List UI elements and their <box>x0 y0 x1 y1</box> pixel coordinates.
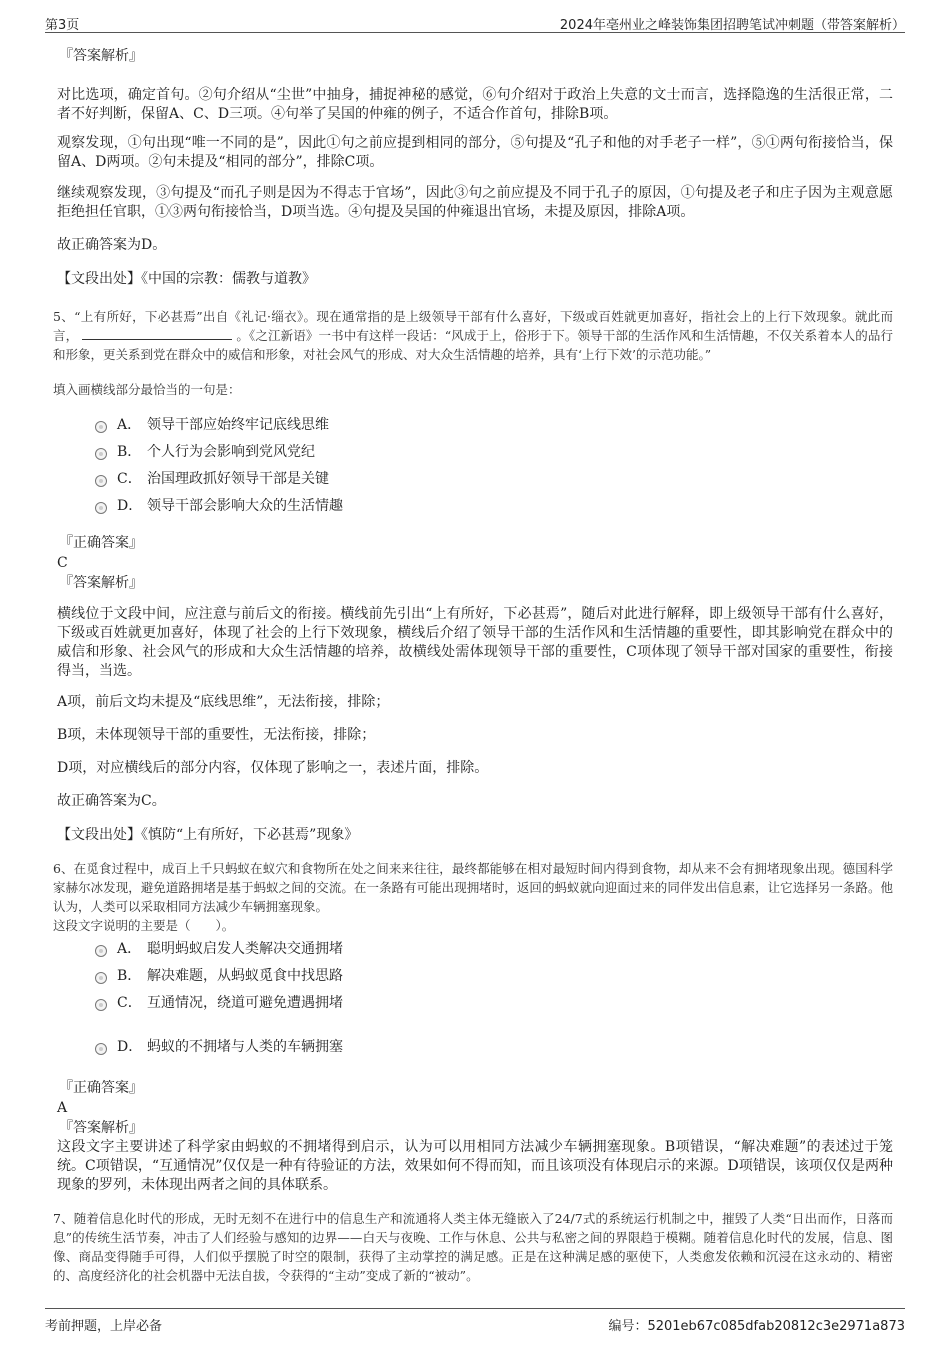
radio-button-icon[interactable] <box>95 1043 107 1055</box>
radio-button-icon[interactable] <box>95 999 107 1011</box>
option-b[interactable]: B． 个人行为会影响到党风党纪 <box>95 442 893 469</box>
radio-button-icon[interactable] <box>95 502 107 514</box>
question-prompt-5: 填入画横线部分最恰当的一句是： <box>53 382 241 397</box>
option-a[interactable]: A． 领导干部应始终牢记底线思维 <box>95 415 893 442</box>
analysis-paragraph: 观察发现，①句出现“唯一不同的是”，因此①句之前应提到相同的部分，⑤句提及“孔子和他的对手老子一样”，⑤①两句衔接恰当，保留A、D两项。②句未提及“相同的部分”，排除C项。 <box>57 135 893 170</box>
option-c[interactable]: C． 治国理政抓好领导干部是关键 <box>95 469 893 496</box>
source-note: 【文段出处】《慎防“上有所好，下必甚焉”现象》 <box>57 827 359 843</box>
option-d[interactable]: D． 领导干部会影响大众的生活情趣 <box>95 496 893 523</box>
options-5 <box>95 415 893 523</box>
radio-button-icon[interactable] <box>95 448 107 460</box>
question-prompt-6: 这段文字说明的主要是（ ）。 <box>53 918 235 933</box>
correct-answer: C <box>57 555 68 571</box>
document-title: 2024年亳州业之峰装饰集团招聘笔试冲刺题（带答案解析） <box>559 18 905 33</box>
document-code: 编号：5201eb67c085dfab20812c3e2971a873 <box>608 1319 905 1334</box>
document-body <box>53 40 893 1285</box>
page-number: 第3页 <box>45 18 80 33</box>
analysis-paragraph: 横线位于文段中间，应注意与前后文的衔接。横线前先引出“上有所好，下必甚焉”，随后对此进行解释，即上级领导干部有什么喜好，下级或百姓就更加喜好，体现了社会的上行下效现象，横线后介绍了领导干部的生活作风和生活情趣的重要性，即其影响党在群众中的威信和形象、社会风气的形成和大众生活情趣的培养，故横线处需体现领导干部的重要性，C项体现了领导干部对国家的重要性，衔接得当，当选。 <box>57 606 893 679</box>
radio-button-icon[interactable] <box>95 421 107 433</box>
option-d[interactable]: D． 蚂蚁的不拥堵与人类的车辆拥塞 <box>95 1037 893 1064</box>
radio-button-icon[interactable] <box>95 945 107 957</box>
analysis-paragraph: D项，对应横线后的部分内容，仅体现了影响之一，表述片面，排除。 <box>57 760 489 776</box>
fill-blank <box>82 327 232 340</box>
analysis-paragraph: B项，未体现领导干部的重要性，无法衔接，排除； <box>57 727 376 743</box>
question-stem-5: 5、“上有所好，下必甚焉”出自《礼记·缁衣》。现在通常指的是上级领导干部有什么喜好，下级或百姓就更加喜好，指社会上的上行下效现象。就此而言， 。《之江新语》一书中有这样一段话：“风成于上，俗形于下。领导干部的生活作风和生活情趣，不仅关系着本人的品行和形象，更关系到党在群众中的威信和形象，对社会风气的形成、对大众生活情趣的培养，具有‘上行下效’的示范功能。” <box>53 309 893 362</box>
analysis-conclusion: 故正确答案为C。 <box>57 793 166 809</box>
analysis-tag: 『答案解析』 <box>59 1120 143 1136</box>
analysis-paragraph: A项，前后文均未提及“底线思维”，无法衔接，排除； <box>57 694 390 710</box>
option-b[interactable]: B． 解决难题，从蚂蚁觅食中找思路 <box>95 966 893 993</box>
radio-button-icon[interactable] <box>95 972 107 984</box>
analysis-paragraph: 这段文字主要讲述了科学家由蚂蚁的不拥堵得到启示，认为可以用相同方法减少车辆拥塞现象。B项错误，“解决难题”的表述过于笼统。C项错误，“互通情况”仅仅是一种有待验证的方法，效果如何不得而知，而且该项没有体现启示的来源。D项错误，该项仅仅是两种现象的罗列，未体现出两者之间的具体联系。 <box>57 1139 893 1193</box>
analysis-conclusion: 故正确答案为D。 <box>57 237 167 253</box>
correct-answer: A <box>57 1100 68 1116</box>
option-a[interactable]: A． 聪明蚂蚁启发人类解决交通拥堵 <box>95 939 893 966</box>
option-c[interactable]: C． 互通情况，绕道可避免遭遇拥堵 <box>95 993 893 1037</box>
analysis-tag: 『答案解析』 <box>59 48 143 64</box>
question-stem-7: 7、随着信息化时代的形成，无时无刻不在进行中的信息生产和流通将人类主体无缝嵌入了24/7式的系统运行机制之中，摧毁了人类“日出而作，日落而息”的传统生活节奏，冲击了人们经验与感知的边界——白天与夜晚、工作与休息、公共与私密之间的界限趋于模糊。随着信息化时代的发展，信息、图像、商品变得随手可得，人们似乎摆脱了时空的限制，获得了主动掌控的满足感。正是在这种满足感的驱使下，人类愈发依赖和沉浸在这永动的、精密的、高度经济化的社会机器中无法自拔，令获得的“主动”变成了新的“被动”。 <box>53 1211 893 1283</box>
source-note: 【文段出处】《中国的宗教：儒教与道教》 <box>57 271 316 287</box>
radio-button-icon[interactable] <box>95 475 107 487</box>
analysis-tag: 『答案解析』 <box>59 575 143 591</box>
footer-slogan: 考前押题，上岸必备 <box>45 1319 163 1334</box>
question-stem-6: 6、在觅食过程中，成百上千只蚂蚁在蚁穴和食物所在处之间来来往往，最终都能够在相对最短时间内得到食物，却从来不会有拥堵现象出现。德国科学家赫尔冰发现，避免道路拥堵是基于蚂蚁之间的交流。在一条路有可能出现拥堵时，返回的蚂蚁就向迎面过来的同伴发出信息素，让它选择另一条路。他认为，人类可以采取相同方法减少车辆拥塞现象。 <box>53 861 893 914</box>
page-footer <box>45 1308 905 1335</box>
answer-tag: 『正确答案』 <box>59 535 143 551</box>
analysis-paragraph: 对比选项，确定首句。②句介绍从“尘世”中抽身，捕捉神秘的感觉，⑥句介绍对于政治上失意的文士而言，选择隐逸的生活很正常，二者不好判断，保留A、C、D三项。④句举了吴国的仲雍的例子，不适合作首句，排除B项。 <box>57 87 893 122</box>
answer-tag: 『正确答案』 <box>59 1080 143 1096</box>
options-6 <box>95 939 893 1064</box>
analysis-paragraph: 继续观察发现，③句提及“而孔子则是因为不得志于官场”，因此③句之前应提及不同于孔子的原因，①句提及老子和庄子因为主观意愿拒绝担任官职，①③两句衔接恰当，D项当选。④句提及吴国的仲雍退出官场，未提及原因，排除A项。 <box>57 185 893 220</box>
page-header <box>45 12 905 33</box>
